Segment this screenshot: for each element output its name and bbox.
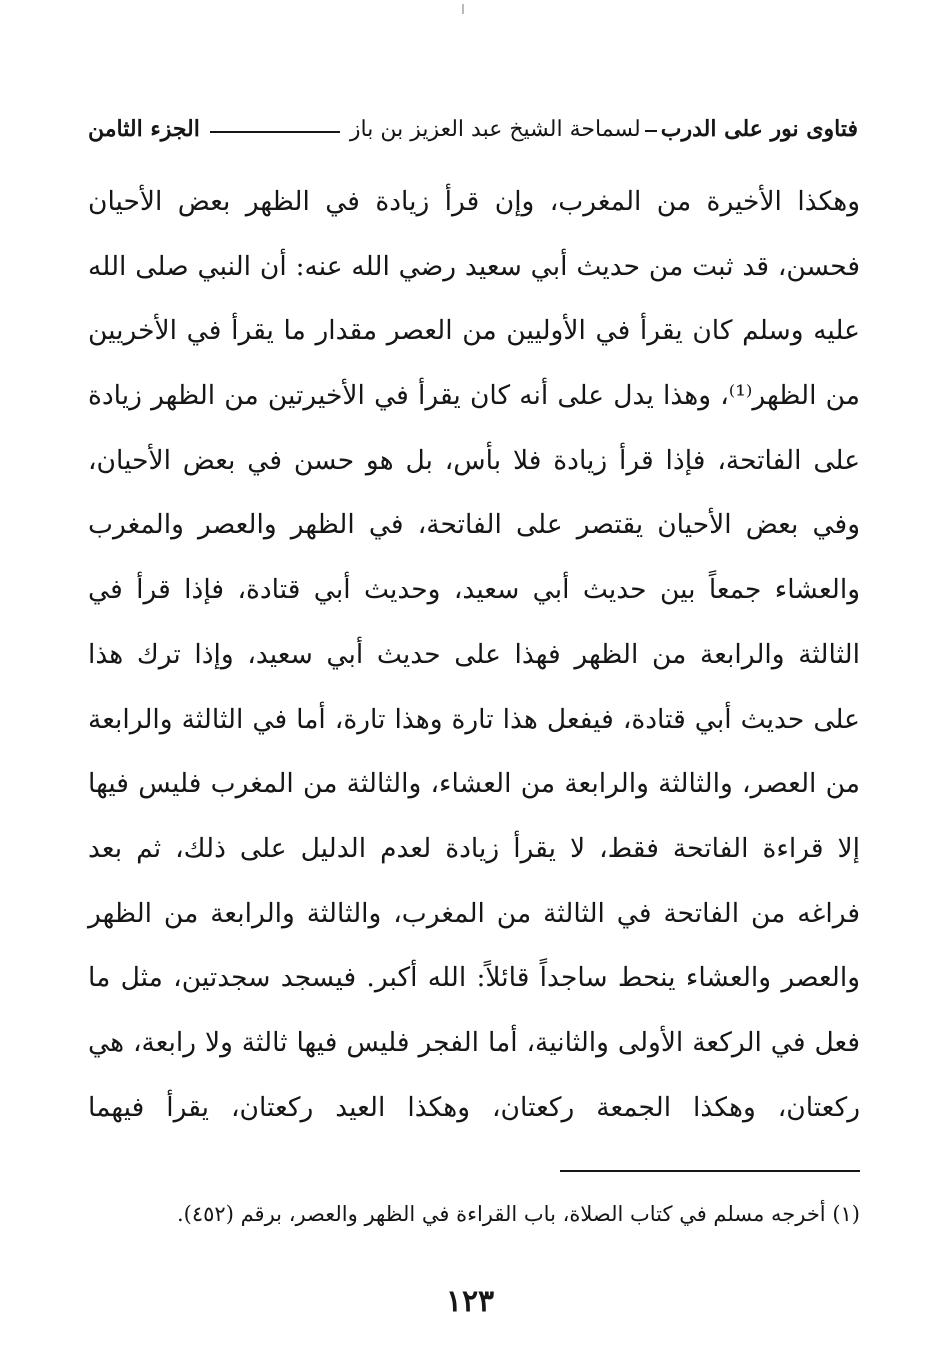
text-line: وفي بعض الأحيان يقتصر على الفاتحة، في الظهر والعصر والمغرب xyxy=(88,509,860,541)
text-line: فراغه من الفاتحة في الثالثة من المغرب، والثالثة والرابعة من الظهر xyxy=(88,897,860,929)
body-text xyxy=(88,170,860,1140)
header-rule xyxy=(210,131,340,133)
footnote-separator xyxy=(560,1170,860,1172)
text-line: من العصر، والثالثة والرابعة من العشاء، والثالثة من المغرب فليس فيها xyxy=(88,768,860,800)
text-line: الثالثة والرابعة من الظهر فهذا على حديث أبي سعيد، وإذا ترك هذا xyxy=(88,638,860,670)
part-label: الجزء الثامن xyxy=(88,116,200,142)
text-line: عليه وسلم كان يقرأ في الأوليين من العصر مقدار ما يقرأ في الأخريين xyxy=(88,315,860,347)
text-line: ركعتان، وهكذا الجمعة ركعتان، وهكذا العيد ركعتان، يقرأ فيهما xyxy=(88,1091,860,1123)
text-line: والعصر والعشاء ينحط ساجداً قائلاً: الله أكبر. فيسجد سجدتين، مثل ما xyxy=(88,962,860,994)
running-header xyxy=(88,108,858,150)
text-line: فعل في الركعة الأولى والثانية، أما الفجر فليس فيها ثالثة ولا رابعة، هي xyxy=(88,1026,860,1058)
book-title: فتاوى نور على الدرب xyxy=(660,116,858,142)
footnote: (١) أخرجه مسلم في كتاب الصلاة، باب القراءة في الظهر والعصر، برقم (٤٥٢). xyxy=(176,1202,860,1226)
text-line: والعشاء جمعاً بين حديث أبي سعيد، وحديث أبي قتادة، فإذا قرأ في xyxy=(88,574,860,606)
author-line: لسماحة الشيخ عبد العزيز بن باز xyxy=(349,116,641,142)
text-line: وهكذا الأخيرة من المغرب، وإن قرأ زيادة في الظهر بعض الأحيان xyxy=(88,186,860,217)
text-line: من الظهر⁽¹⁾، وهذا يدل على أنه كان يقرأ في الأخيرتين من الظهر زيادة xyxy=(88,380,860,412)
text-line: على حديث أبي قتادة، فيفعل هذا تارة وهذا تارة، أما في الثالثة والرابعة xyxy=(88,703,860,735)
scan-mark xyxy=(462,4,464,14)
text-line: فحسن، قد ثبت من حديث أبي سعيد رضي الله عنه: أن النبي صلى الله xyxy=(88,250,860,282)
text-line: على الفاتحة، فإذا قرأ زيادة فلا بأس، بل هو حسن في بعض الأحيان، xyxy=(88,444,860,476)
text-line: إلا قراءة الفاتحة فقط، لا يقرأ زيادة لعدم الدليل على ذلك، ثم بعد xyxy=(88,832,860,864)
header-dash xyxy=(645,130,657,132)
page-number: ١٢٣ xyxy=(445,1284,495,1319)
